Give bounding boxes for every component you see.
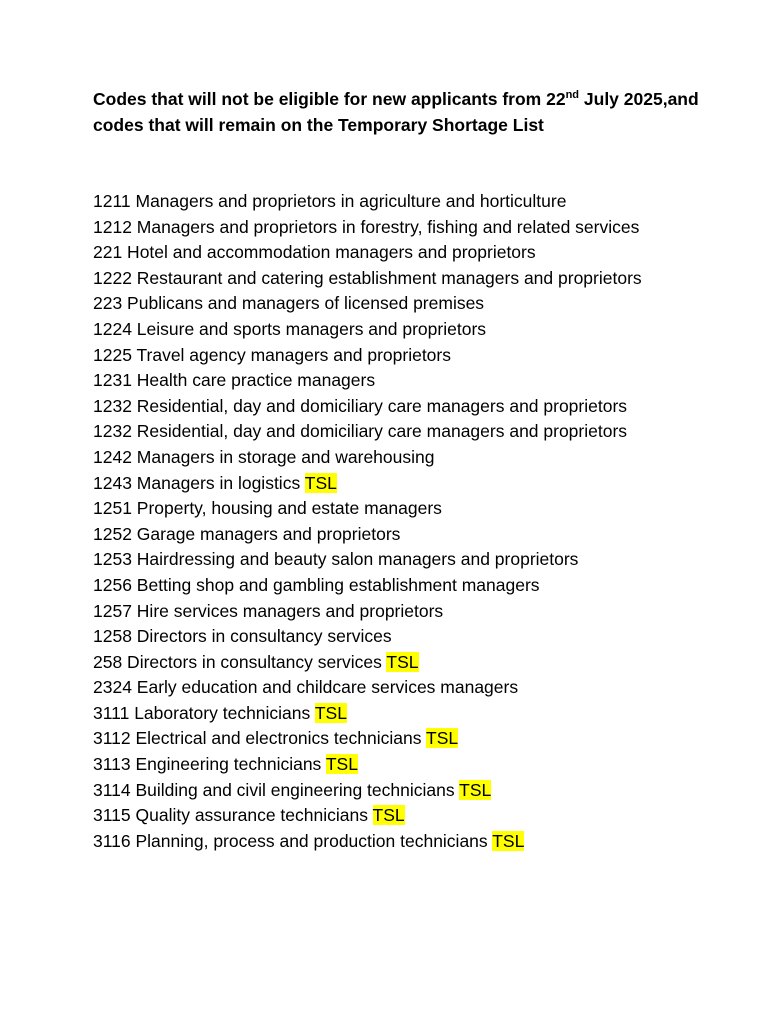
occupation-code-text: 1258 Directors in consultancy services	[93, 626, 392, 647]
list-item	[93, 829, 713, 855]
occupation-code-list	[93, 189, 713, 854]
occupation-code-text: 3116 Planning, process and production technicians	[93, 830, 488, 851]
occupation-code-text: 3111 Laboratory technicians	[93, 702, 311, 723]
occupation-code-text: 1243 Managers in logistics	[93, 472, 301, 493]
heading-ordinal-suffix: nd	[565, 89, 580, 102]
occupation-code-text: 1232 Residential, day and domiciliary care managers and proprietors	[93, 421, 628, 442]
list-item	[93, 368, 713, 394]
tsl-highlight-badge: TSL	[492, 830, 525, 851]
occupation-code-text: 221 Hotel and accommodation managers and proprietors	[93, 242, 536, 263]
list-item	[93, 343, 713, 369]
list-item	[93, 394, 713, 420]
list-item	[93, 445, 713, 471]
occupation-code-text: 1212 Managers and proprietors in forestry, fishing and related services	[93, 216, 640, 237]
list-item	[93, 547, 713, 573]
list-item	[93, 675, 713, 701]
list-item	[93, 726, 713, 752]
tsl-highlight-badge: TSL	[386, 651, 419, 672]
occupation-code-text: 1251 Property, housing and estate managers	[93, 498, 442, 519]
list-item	[93, 522, 713, 548]
occupation-code-text: 1211 Managers and proprietors in agriculture and horticulture	[93, 191, 567, 211]
list-item	[93, 189, 713, 215]
occupation-code-text: 1224 Leisure and sports managers and proprietors	[93, 318, 487, 339]
document-heading	[93, 86, 733, 138]
occupation-code-text: 1242 Managers in storage and warehousing	[93, 446, 435, 467]
occupation-code-text: 3113 Engineering technicians	[93, 754, 322, 775]
occupation-code-text: 1257 Hire services managers and proprietors	[93, 600, 444, 621]
heading-text-part2: July 2025,and codes that will remain on the Temporary Shortage List	[93, 89, 699, 135]
occupation-code-text: 1231 Health care practice managers	[93, 370, 376, 391]
list-item	[93, 291, 713, 317]
list-item	[93, 240, 713, 266]
heading-text-part1: Codes that will not be eligible for new applicants from 22	[93, 89, 566, 109]
occupation-code-text: 1222 Restaurant and catering establishment managers and proprietors	[93, 267, 642, 288]
occupation-code-text: 3114 Building and civil engineering technicians	[93, 779, 455, 800]
occupation-code-text: 1232 Residential, day and domiciliary care managers and proprietors	[93, 395, 628, 416]
list-item	[93, 650, 713, 676]
occupation-code-text: 1252 Garage managers and proprietors	[93, 523, 401, 544]
list-item	[93, 624, 713, 650]
list-item	[93, 573, 713, 599]
list-item	[93, 701, 713, 727]
occupation-code-text: 1256 Betting shop and gambling establishment managers	[93, 574, 540, 595]
tsl-highlight-badge: TSL	[426, 728, 459, 749]
list-item	[93, 599, 713, 625]
list-item	[93, 266, 713, 292]
occupation-code-text: 1225 Travel agency managers and proprietors	[93, 344, 451, 365]
occupation-code-text: 2324 Early education and childcare services managers	[93, 677, 519, 698]
list-item	[93, 803, 713, 829]
list-item	[93, 496, 713, 522]
tsl-highlight-badge: TSL	[314, 702, 347, 723]
occupation-code-text: 258 Directors in consultancy services	[93, 651, 382, 672]
tsl-highlight-badge: TSL	[304, 472, 337, 493]
list-item	[93, 752, 713, 778]
list-item	[93, 215, 713, 241]
list-item	[93, 419, 713, 445]
tsl-highlight-badge: TSL	[459, 779, 492, 800]
tsl-highlight-badge: TSL	[372, 805, 405, 826]
occupation-code-text: 223 Publicans and managers of licensed premises	[93, 293, 485, 314]
list-item	[93, 317, 713, 343]
list-item	[93, 471, 713, 497]
occupation-code-text: 3112 Electrical and electronics technicians	[93, 728, 422, 749]
tsl-highlight-badge: TSL	[325, 754, 358, 775]
list-item	[93, 778, 713, 804]
occupation-code-text: 3115 Quality assurance technicians	[93, 805, 368, 826]
occupation-code-text: 1253 Hairdressing and beauty salon managers and proprietors	[93, 549, 579, 570]
